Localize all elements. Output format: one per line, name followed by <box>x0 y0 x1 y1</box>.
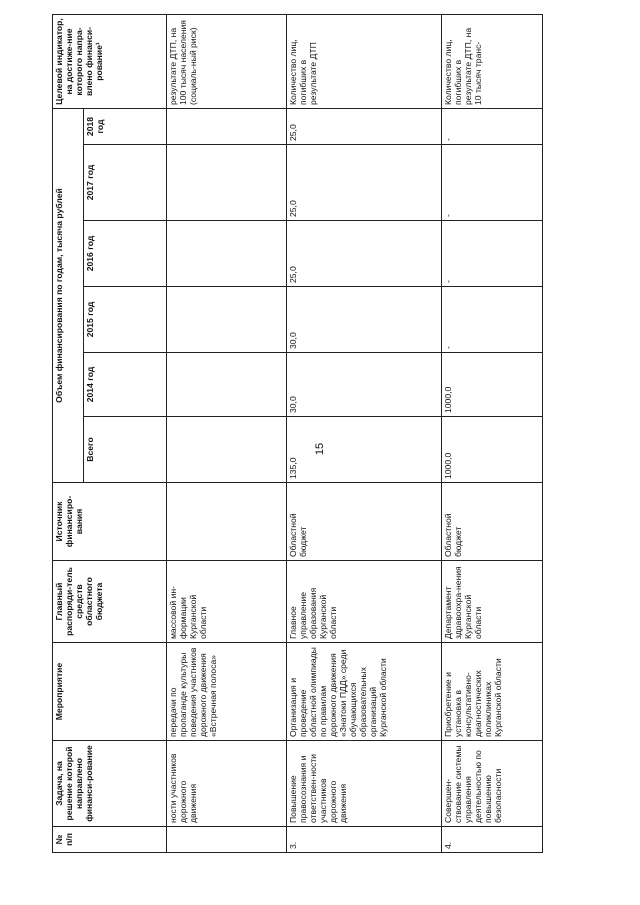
header-2017: 2017 год <box>84 145 167 221</box>
cell-2015 <box>167 287 287 353</box>
table-row <box>167 15 287 853</box>
cell-indicator: Количество лиц, погибших в результате ДТП <box>287 15 442 109</box>
cell-manager: Департамент здравоохра-нения Курганской области <box>442 561 543 643</box>
header-row-1 <box>53 15 84 853</box>
cell-2014: 30,0 <box>287 353 442 417</box>
cell-2015: - <box>442 287 543 353</box>
header-indicator: Целевой индикатор, на достиже-ние которого напра-влено финанси-рование¹ <box>53 15 167 109</box>
header-manager: Главный распоряди-тель средств областного бюджета <box>53 561 167 643</box>
cell-2015: 30,0 <box>287 287 442 353</box>
header-2015: 2015 год <box>84 287 167 353</box>
cell-source: Областной бюджет <box>442 483 543 561</box>
cell-2017: 25,0 <box>287 145 442 221</box>
cell-task: Совершен-ствование системы управления деятельностью по повышению безопасности <box>442 741 543 827</box>
cell-event: передачи по пропаганде культуры поведения участников дорожного движения «Встречная полоса» <box>167 643 287 741</box>
cell-total: 1000,0 <box>442 417 543 483</box>
cell-event: Приобретение и установка в консультативно-диагностических поликлиниках Курганской области <box>442 643 543 741</box>
header-2016: 2016 год <box>84 221 167 287</box>
cell-source <box>167 483 287 561</box>
cell-2018 <box>167 109 287 145</box>
cell-task: ности участников дорожного движения <box>167 741 287 827</box>
cell-task: Повышение правосознания и ответствен-ности участников дорожного движения <box>287 741 442 827</box>
header-source: Источник финансиро-вания <box>53 483 167 561</box>
cell-indicator: результате ДТП, на 100 тысяч населения (социаль-ный риск) <box>167 15 287 109</box>
cell-2016: 25,0 <box>287 221 442 287</box>
cell-2014 <box>167 353 287 417</box>
header-total: Всего <box>84 417 167 483</box>
cell-2018: - <box>442 109 543 145</box>
cell-2014: 1000,0 <box>442 353 543 417</box>
page-number: 15 <box>314 442 326 456</box>
header-2014: 2014 год <box>84 353 167 417</box>
cell-total: 135,0 <box>287 417 442 483</box>
header-2018: 2018 год <box>84 109 167 145</box>
cell-2016 <box>167 221 287 287</box>
header-funding-group: Объем финансирования по годам, тысяча рублей <box>53 109 84 483</box>
table-row <box>287 15 442 853</box>
header-task: Задача, на решение которой направлено финанси-рование <box>53 741 167 827</box>
cell-num: 4. <box>442 827 543 853</box>
header-event: Мероприятие <box>53 643 167 741</box>
cell-2017: - <box>442 145 543 221</box>
cell-num <box>167 827 287 853</box>
cell-2016: - <box>442 221 543 287</box>
cell-indicator: Количество лиц, погибших в результате ДТП, на 10 тысяч транс- <box>442 15 543 109</box>
funding-table <box>52 14 543 853</box>
cell-total <box>167 417 287 483</box>
cell-2017 <box>167 145 287 221</box>
cell-event: Организация и проведение областной олимпиады по правилам дорожного движения «Знатоки ПДД» среди обучающихся образовательных организаций Курганской области <box>287 643 442 741</box>
cell-manager: Главное управление образования Курганской области <box>287 561 442 643</box>
header-num: № п/п <box>53 827 167 853</box>
cell-manager: массовой ин-формации Курганской области <box>167 561 287 643</box>
table-row <box>442 15 543 853</box>
cell-2018: 25,0 <box>287 109 442 145</box>
cell-source: Областной бюджет <box>287 483 442 561</box>
rotated-table-container <box>52 18 587 853</box>
cell-num: 3. <box>287 827 442 853</box>
